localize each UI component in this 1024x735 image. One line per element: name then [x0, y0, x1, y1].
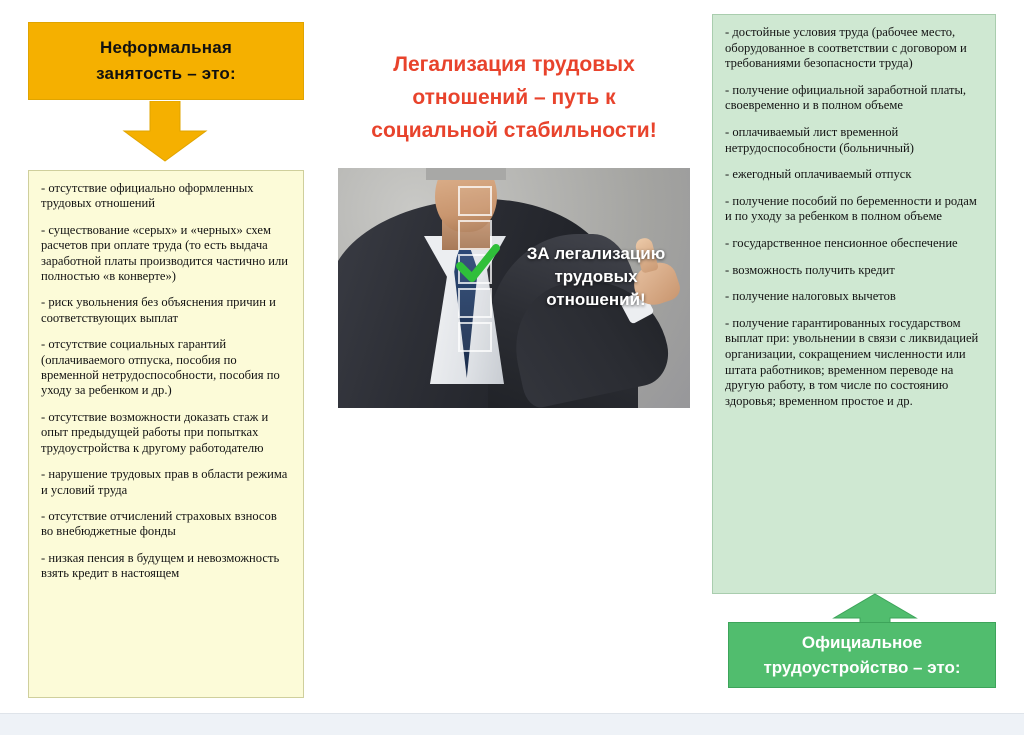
photo-caption [506, 242, 686, 311]
checkbox-icon [458, 322, 492, 352]
list-item: - риск увольнения без объяснения причин и соответствующих выплат [41, 295, 276, 325]
list-item: - получение гарантированных государством выплат при: увольнении в связи с ликвидацией организации, сокращением численности или штата работников; временном переводе на другую работу, в том числе по состоянию здоровья; временном простое и др. [725, 315, 979, 408]
poster-title-line1: Легализация трудовых [393, 53, 635, 76]
list-item: - отсутствие социальных гарантий (оплачиваемого отпуска, пособия по временной нетрудоспособности, пособия по уходу за ребенком и др.) [41, 337, 280, 398]
photo-caption-line3: отношений! [546, 290, 646, 309]
official-employment-header-line2: трудоустройство – это: [763, 658, 961, 677]
poster-title-line3: социальной стабильности! [371, 119, 657, 142]
list-item: - государственное пенсионное обеспечение [725, 235, 958, 250]
official-employment-header-line1: Официальное [801, 633, 923, 652]
list-item: - отсутствие официально оформленных трудовых отношений [41, 181, 254, 211]
informal-employment-header-line2: занятость – это: [96, 64, 236, 83]
list-item: - отсутствие отчислений страховых взносов во внебюджетные фонды [41, 508, 277, 539]
bottom-bar [0, 713, 1024, 735]
businessman-photo [338, 168, 690, 408]
poster-title-line2: отношений – путь к [412, 86, 616, 109]
list-item: - получение налоговых вычетов [725, 289, 896, 304]
list-item: - получение официальной заработной платы, своевременно и в полном объеме [725, 82, 967, 113]
list-item: - ежегодный оплачиваемый отпуск [725, 167, 912, 182]
official-employment-list [712, 14, 996, 594]
list-item: - низкая пенсия в будущем и невозможность взять кредит в настоящем [41, 550, 280, 581]
photo-top-crop [426, 168, 506, 180]
photo-caption-line1: ЗА легализацию [526, 244, 666, 263]
down-arrow-icon [120, 101, 210, 163]
list-item: - существование «серых» и «черных» схем расчетов при оплате труда (то есть выдача заработной платы производится частично или полностью «в конверте») [41, 222, 289, 284]
informal-employment-header-line1: Неформальная [99, 38, 233, 57]
list-item: - оплачиваемый лист временной нетрудоспособности (больничный) [725, 124, 914, 155]
green-check-icon [456, 244, 500, 286]
list-item: - возможность получить кредит [725, 262, 895, 277]
list-item: - отсутствие возможности доказать стаж и опыт предыдущей работы при попытках трудоустройства к другому работодателю [41, 409, 269, 455]
photo-caption-line2: трудовых [554, 267, 638, 286]
informal-employment-header [28, 22, 304, 100]
checkbox-icon [458, 186, 492, 216]
list-item: - получение пособий по беременности и родам и по уходу за ребенком в полном объеме [725, 193, 977, 224]
checkbox-icon [458, 288, 492, 318]
informal-employment-list [28, 170, 304, 698]
list-item: - нарушение трудовых прав в области режима и условий труда [41, 467, 288, 497]
official-employment-header [728, 622, 996, 688]
poster-title [330, 48, 698, 147]
list-item: - достойные условия труда (рабочее место, оборудованное в соответствии с договором и требованиями безопасности труда) [725, 25, 967, 71]
